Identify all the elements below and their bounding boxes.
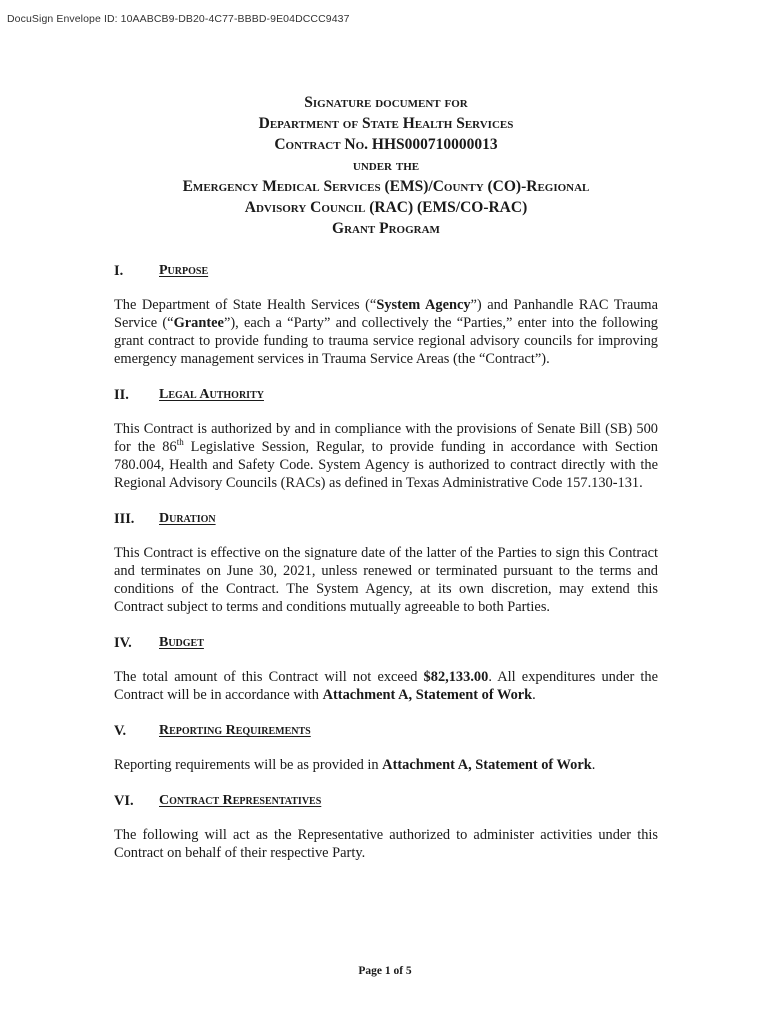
- section-heading-budget: [114, 634, 658, 652]
- section-body-legal-authority: This Contract is authorized by and in compliance with the provisions of Senate Bill (SB) 500 for the 86th Legislative Session, Regular, to provide funding in accordance with Section 780.004, Health and Safety Code. System Agency is authorized to contract directly with the Regional Advisory Councils (RACs) as defined in Texas Administrative Code 157.130-131.: [114, 421, 658, 491]
- section-title: Purpose: [159, 263, 209, 278]
- section-number: II.: [114, 387, 129, 403]
- section-heading-duration: [114, 510, 658, 528]
- section-number: VI.: [114, 793, 134, 809]
- title-line-7: Grant Program: [332, 220, 440, 237]
- title-line-3: [114, 134, 658, 155]
- title-line-4: under the: [352, 157, 420, 174]
- section-title: Legal Authority: [159, 387, 264, 402]
- docusign-envelope-id: DocuSign Envelope ID: 10AABCB9-DB20-4C77-BBBD-9E04DCCC9437: [7, 13, 350, 25]
- section-heading-purpose: [114, 262, 658, 280]
- title-line-5: Emergency Medical Services (EMS)/County (CO)-Regional: [182, 178, 590, 195]
- section-heading-reporting-requirements: [114, 722, 658, 740]
- section-body-budget: The total amount of this Contract will not exceed $82,133.00. All expenditures under the Contract will be in accordance with Attachment A, Statement of Work.: [114, 669, 658, 703]
- section-number: IV.: [114, 635, 132, 651]
- section-title: Contract Representatives: [159, 793, 322, 808]
- section-number: V.: [114, 723, 127, 739]
- contract-page: [114, 92, 658, 862]
- section-number: III.: [114, 511, 135, 527]
- section-number: I.: [114, 263, 124, 279]
- section-title: Reporting Requirements: [159, 723, 311, 738]
- page-number: Page 1 of 5: [358, 965, 412, 977]
- section-body-duration: This Contract is effective on the signature date of the latter of the Parties to sign this Contract and terminates on June 30, 2021, unless renewed or terminated pursuant to the terms and conditions of the Contract. The System Agency, at its own discretion, may extend this Contract subject to terms and conditions mutually agreeable to both Parties.: [114, 545, 658, 615]
- section-body-reporting-requirements: Reporting requirements will be as provided in Attachment A, Statement of Work.: [114, 757, 596, 773]
- section-heading-contract-representatives: [114, 792, 658, 810]
- section-title: Budget: [159, 635, 204, 650]
- title-line-1: Signature document for: [304, 94, 468, 111]
- contract-no-label: Contract No.: [274, 136, 372, 153]
- section-body-purpose: The Department of State Health Services (“System Agency”) and Panhandle RAC Trauma Service (“Grantee”), each a “Party” and collectively the “Parties,” enter into the following grant contract to provide funding to trauma service regional advisory councils for improving emergency management services in Trauma Service Areas (the “Contract”).: [114, 297, 658, 367]
- contract-number: HHS000710000013: [371, 136, 498, 153]
- document-title: [114, 92, 658, 239]
- section-body-contract-representatives: The following will act as the Representative authorized to administer activities under this Contract on behalf of their respective Party.: [114, 827, 658, 861]
- section-title: Duration: [159, 511, 216, 526]
- section-heading-legal-authority: [114, 386, 658, 404]
- title-line-6: Advisory Council (RAC) (EMS/CO-RAC): [244, 199, 528, 216]
- title-line-2: Department of State Health Services: [258, 115, 514, 132]
